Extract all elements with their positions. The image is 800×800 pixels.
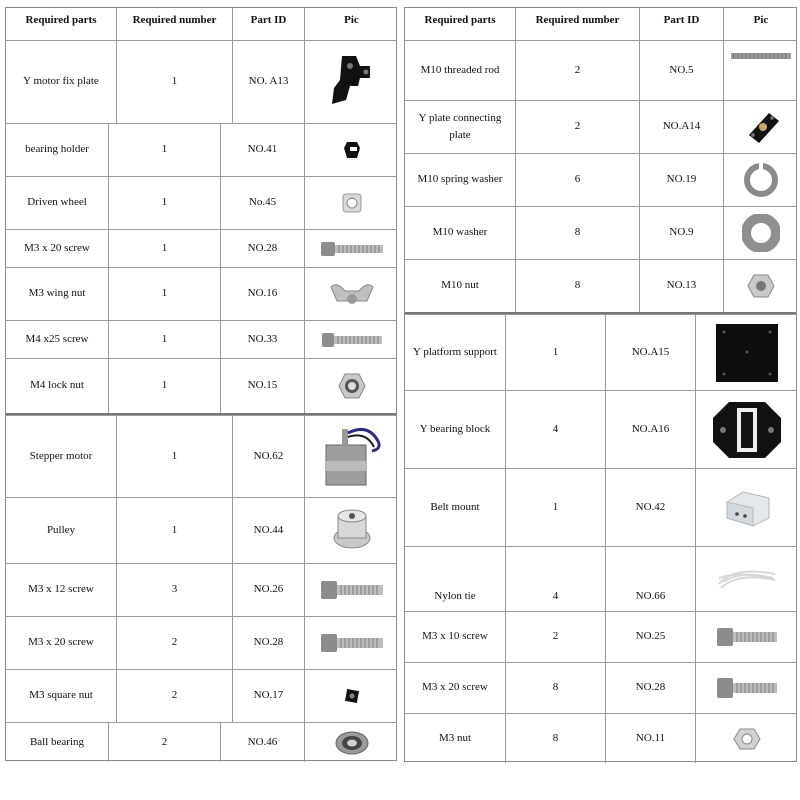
threaded-rod-icon <box>730 51 792 61</box>
part-count: 1 <box>116 498 232 563</box>
part-id: NO.11 <box>605 714 695 763</box>
part-pic <box>304 498 398 563</box>
part-name: Stepper motor <box>29 449 93 462</box>
table-row <box>405 40 796 100</box>
part-count: 1 <box>116 41 232 123</box>
part-count: 1 <box>116 416 232 497</box>
part-name: M10 nut <box>441 279 479 292</box>
part-name: Y plate connecting plate <box>418 111 502 141</box>
table-row <box>405 153 796 206</box>
ball-bearing-icon <box>334 730 370 756</box>
table-header-row <box>6 8 396 40</box>
part-name: Ball bearing <box>29 735 85 748</box>
connecting-plate-icon <box>741 109 781 145</box>
part-id: NO.62 <box>232 416 304 497</box>
part-pic <box>304 230 398 267</box>
part-id: NO.33 <box>220 321 304 358</box>
table-row <box>6 722 396 762</box>
part-pic <box>304 41 398 123</box>
part-name: Y platform support <box>413 345 497 358</box>
hex-nut-icon <box>747 272 775 300</box>
part-id: No.45 <box>220 177 304 229</box>
header-required-parts: Required parts <box>25 14 97 26</box>
screw-icon <box>319 239 385 259</box>
part-count: 1 <box>505 315 605 390</box>
lock-nut-icon <box>337 371 367 401</box>
table-row <box>405 662 796 713</box>
header-required-parts: Required parts <box>424 14 496 26</box>
part-id: NO.19 <box>639 154 723 206</box>
screw-icon <box>319 579 385 601</box>
part-id: NO.25 <box>605 612 695 662</box>
washer-icon <box>742 214 780 252</box>
part-pic <box>304 268 398 320</box>
table-row <box>405 390 796 468</box>
screw-icon <box>715 626 779 648</box>
part-pic <box>695 391 798 468</box>
part-name: M3 nut <box>438 731 472 744</box>
part-id: NO.28 <box>232 617 304 669</box>
screw-icon <box>320 331 384 349</box>
part-count: 4 <box>505 547 605 611</box>
part-name: M10 threaded rod <box>420 63 500 76</box>
part-name: bearing holder <box>25 143 89 156</box>
left-parts-table <box>5 7 397 761</box>
part-name: M3 wing nut <box>28 287 86 300</box>
part-id: NO.41 <box>220 124 304 176</box>
part-count: 1 <box>108 359 220 413</box>
hex-nut-icon <box>733 727 761 751</box>
table-row <box>6 320 396 358</box>
bearing-holder-icon <box>341 139 363 161</box>
part-id: NO.5 <box>639 41 723 100</box>
table-row <box>6 358 396 413</box>
table-row <box>405 611 796 662</box>
part-id: NO.15 <box>220 359 304 413</box>
part-pic <box>695 714 798 763</box>
part-id: NO.A15 <box>605 315 695 390</box>
y-motor-fix-plate-icon <box>328 52 376 112</box>
part-name: M4 x25 screw <box>25 332 89 345</box>
part-name: M10 spring washer <box>417 173 503 186</box>
header-required-number: Required number <box>116 8 232 40</box>
part-pic <box>695 469 798 546</box>
table-row <box>405 546 796 611</box>
stepper-motor-icon <box>316 421 388 493</box>
part-pic <box>695 612 798 662</box>
part-name: M3 x 20 screw <box>422 681 488 694</box>
part-count: 2 <box>108 723 220 762</box>
part-id: NO.28 <box>220 230 304 267</box>
part-pic <box>723 207 798 259</box>
part-pic <box>304 416 398 497</box>
platform-support-icon <box>714 322 780 384</box>
part-pic <box>723 101 798 153</box>
part-pic <box>304 723 398 762</box>
part-name: M10 washer <box>432 226 488 239</box>
part-id: NO.66 <box>605 547 695 611</box>
table-row <box>6 616 396 669</box>
part-pic <box>304 670 398 722</box>
part-count: 6 <box>515 154 639 206</box>
part-count: 1 <box>108 124 220 176</box>
part-name: M3 x 12 screw <box>28 583 94 596</box>
part-id: NO.46 <box>220 723 304 762</box>
table-row <box>6 415 396 497</box>
table-row <box>6 229 396 267</box>
part-count: 1 <box>505 469 605 546</box>
part-id: NO.42 <box>605 469 695 546</box>
part-name: M4 lock nut <box>30 379 84 392</box>
part-pic <box>695 663 798 713</box>
table-row <box>405 314 796 390</box>
part-pic <box>723 260 798 312</box>
part-id: NO.26 <box>232 564 304 616</box>
header-pic: Pic <box>304 8 398 40</box>
part-id: NO.9 <box>639 207 723 259</box>
table-row <box>405 100 796 153</box>
table-header-row <box>405 8 796 40</box>
part-id: NO.A14 <box>639 101 723 153</box>
table-row <box>6 267 396 320</box>
part-pic <box>304 177 398 229</box>
part-count: 1 <box>108 321 220 358</box>
table-row <box>6 497 396 563</box>
part-id: NO.28 <box>605 663 695 713</box>
table-row <box>6 563 396 616</box>
part-pic <box>304 359 398 413</box>
table-row <box>405 468 796 546</box>
part-count: 8 <box>515 260 639 312</box>
part-name: Pulley <box>46 523 76 536</box>
part-count: 4 <box>505 391 605 468</box>
table-row <box>6 176 396 229</box>
table-row <box>6 669 396 722</box>
table-row <box>6 123 396 176</box>
bearing-block-icon <box>711 398 783 462</box>
part-id: NO.44 <box>232 498 304 563</box>
part-pic <box>695 547 798 611</box>
part-count: 2 <box>116 617 232 669</box>
belt-mount-icon <box>721 488 773 528</box>
part-name: Nylon tie <box>434 589 476 602</box>
right-parts-table <box>404 7 797 762</box>
part-name: M3 x 20 screw <box>28 636 94 649</box>
nylon-tie-icon <box>717 564 777 594</box>
driven-wheel-icon <box>339 190 365 216</box>
part-count: 1 <box>108 177 220 229</box>
part-pic <box>304 321 398 358</box>
square-nut-icon <box>343 687 361 705</box>
part-pic <box>304 617 398 669</box>
part-name: Belt mount <box>430 500 480 513</box>
screw-icon <box>715 676 779 700</box>
part-id: NO. A13 <box>232 41 304 123</box>
part-count: 8 <box>515 207 639 259</box>
part-count: 1 <box>108 268 220 320</box>
screw-icon <box>319 632 385 654</box>
part-pic <box>304 564 398 616</box>
part-count: 2 <box>116 670 232 722</box>
part-name: M3 square nut <box>29 689 93 702</box>
table-row <box>6 40 396 123</box>
part-id: NO.16 <box>220 268 304 320</box>
part-count: 8 <box>505 714 605 763</box>
part-id: NO.13 <box>639 260 723 312</box>
part-count: 1 <box>108 230 220 267</box>
part-name: M3 x 20 screw <box>24 241 90 254</box>
table-row <box>405 206 796 259</box>
part-id: NO.17 <box>232 670 304 722</box>
wing-nut-icon <box>327 279 377 309</box>
header-part-id: Part ID <box>639 8 723 40</box>
part-id: NO.A16 <box>605 391 695 468</box>
part-name: M3 x 10 screw <box>422 630 488 643</box>
part-count: 2 <box>515 101 639 153</box>
pulley-icon <box>329 508 375 554</box>
part-pic <box>723 154 798 206</box>
table-row <box>405 713 796 763</box>
part-count: 3 <box>116 564 232 616</box>
part-name: Driven wheel <box>27 196 87 209</box>
part-count: 2 <box>505 612 605 662</box>
part-name: Y motor fix plate <box>23 75 99 88</box>
part-count: 2 <box>515 41 639 100</box>
header-required-number: Required number <box>515 8 639 40</box>
part-name: Y bearing block <box>419 422 491 435</box>
part-pic <box>723 41 798 100</box>
part-pic <box>695 315 798 390</box>
header-pic: Pic <box>723 8 798 40</box>
table-row <box>405 259 796 312</box>
header-part-id: Part ID <box>232 8 304 40</box>
part-count: 8 <box>505 663 605 713</box>
spring-washer-icon <box>743 162 779 198</box>
part-pic <box>304 124 398 176</box>
